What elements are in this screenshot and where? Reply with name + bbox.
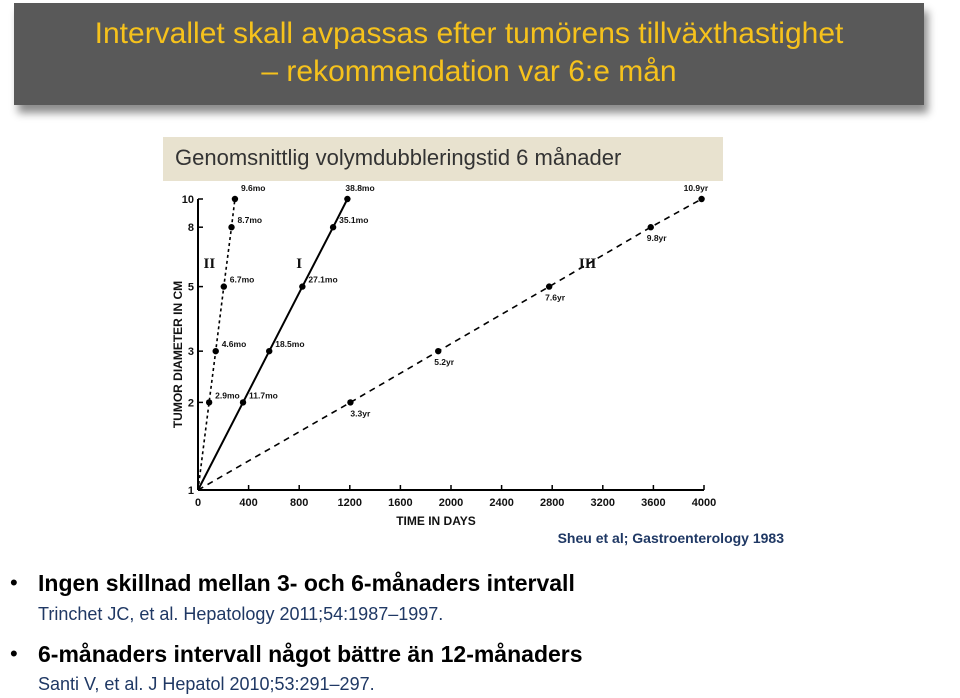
data-label: 35.1mo (339, 215, 369, 226)
data-label: 27.1mo (308, 274, 338, 285)
data-label: 10.9yr (683, 183, 709, 193)
data-point (299, 283, 305, 289)
series-line-I (198, 199, 347, 490)
y-tick-label: 5 (187, 281, 194, 294)
data-point (228, 224, 234, 230)
data-point (435, 348, 441, 354)
y-tick-label: 10 (181, 194, 194, 206)
bullet-ref-1: Trinchet JC, et al. Hepatology 2011;54:1987–1997. (38, 604, 444, 624)
data-label: 18.5mo (275, 339, 305, 350)
x-tick-label: 2400 (489, 497, 514, 509)
data-point (344, 196, 350, 202)
x-tick-label: 4000 (691, 497, 717, 509)
data-point (213, 348, 219, 354)
title-line-1: Intervallet skall avpassas efter tumörens tillväxthastighet (94, 17, 844, 50)
x-tick-label: 3600 (641, 497, 666, 509)
x-tick-label: 1200 (337, 497, 363, 509)
tumor-growth-chart (160, 180, 730, 540)
x-tick-label: 2000 (438, 497, 464, 509)
source-citation: Sheu et al; Gastroenterology 1983 (557, 530, 784, 546)
data-label: 5.2yr (434, 357, 455, 368)
series-name-label: III (578, 255, 597, 272)
series-name-label: II (203, 255, 216, 272)
data-point (347, 399, 353, 405)
data-point (240, 399, 246, 405)
y-tick-label: 3 (187, 346, 194, 359)
y-tick-label: 8 (187, 222, 194, 235)
y-tick-label: 2 (187, 397, 194, 410)
data-label: 11.7mo (249, 390, 278, 401)
series-name-label: I (296, 255, 303, 272)
bullet-text-2: 6-månaders intervall något bättre än 12-månaders (38, 641, 583, 667)
data-label: 2.9mo (215, 390, 240, 401)
bullet-marker-2: • (10, 641, 18, 666)
data-label: 6.7mo (229, 274, 255, 285)
data-label: 3.3yr (350, 408, 371, 419)
subtitle-text: Genomsnittlig volymdubbleringstid 6 månader (175, 145, 622, 170)
bullet-marker-1: • (10, 570, 18, 595)
title-line-2: – rekommendation var 6:e mån (261, 55, 677, 88)
data-label: 9.8yr (646, 233, 667, 244)
data-label: 38.8mo (345, 183, 375, 193)
x-axis-label: TIME IN DAYS (396, 514, 476, 528)
data-label: 4.6mo (221, 339, 247, 350)
data-point (648, 224, 654, 230)
data-point (698, 196, 704, 202)
y-tick-label: 1 (187, 485, 194, 497)
data-label: 8.7mo (237, 215, 263, 226)
data-point (546, 283, 552, 289)
x-tick-label: 400 (239, 497, 258, 509)
x-tick-label: 0 (194, 497, 202, 509)
data-point (330, 224, 336, 230)
data-label: 7.6yr (545, 292, 566, 303)
data-point (206, 399, 212, 405)
subtitle-box (163, 137, 723, 181)
x-tick-label: 800 (290, 497, 309, 509)
x-tick-label: 3200 (590, 497, 616, 509)
bullet-ref-2: Santi V, et al. J Hepatol 2010;53:291–297. (38, 674, 375, 694)
data-point (232, 196, 238, 202)
y-axis-label: TUMOR DIAMETER IN CM (171, 280, 185, 429)
data-point (266, 348, 272, 354)
x-tick-label: 1600 (388, 497, 413, 509)
data-point (221, 283, 227, 289)
title-box (14, 3, 924, 105)
x-tick-label: 2800 (539, 497, 565, 509)
bullet-text-1: Ingen skillnad mellan 3- och 6-månaders intervall (38, 570, 575, 596)
data-label: 9.6mo (240, 183, 266, 193)
